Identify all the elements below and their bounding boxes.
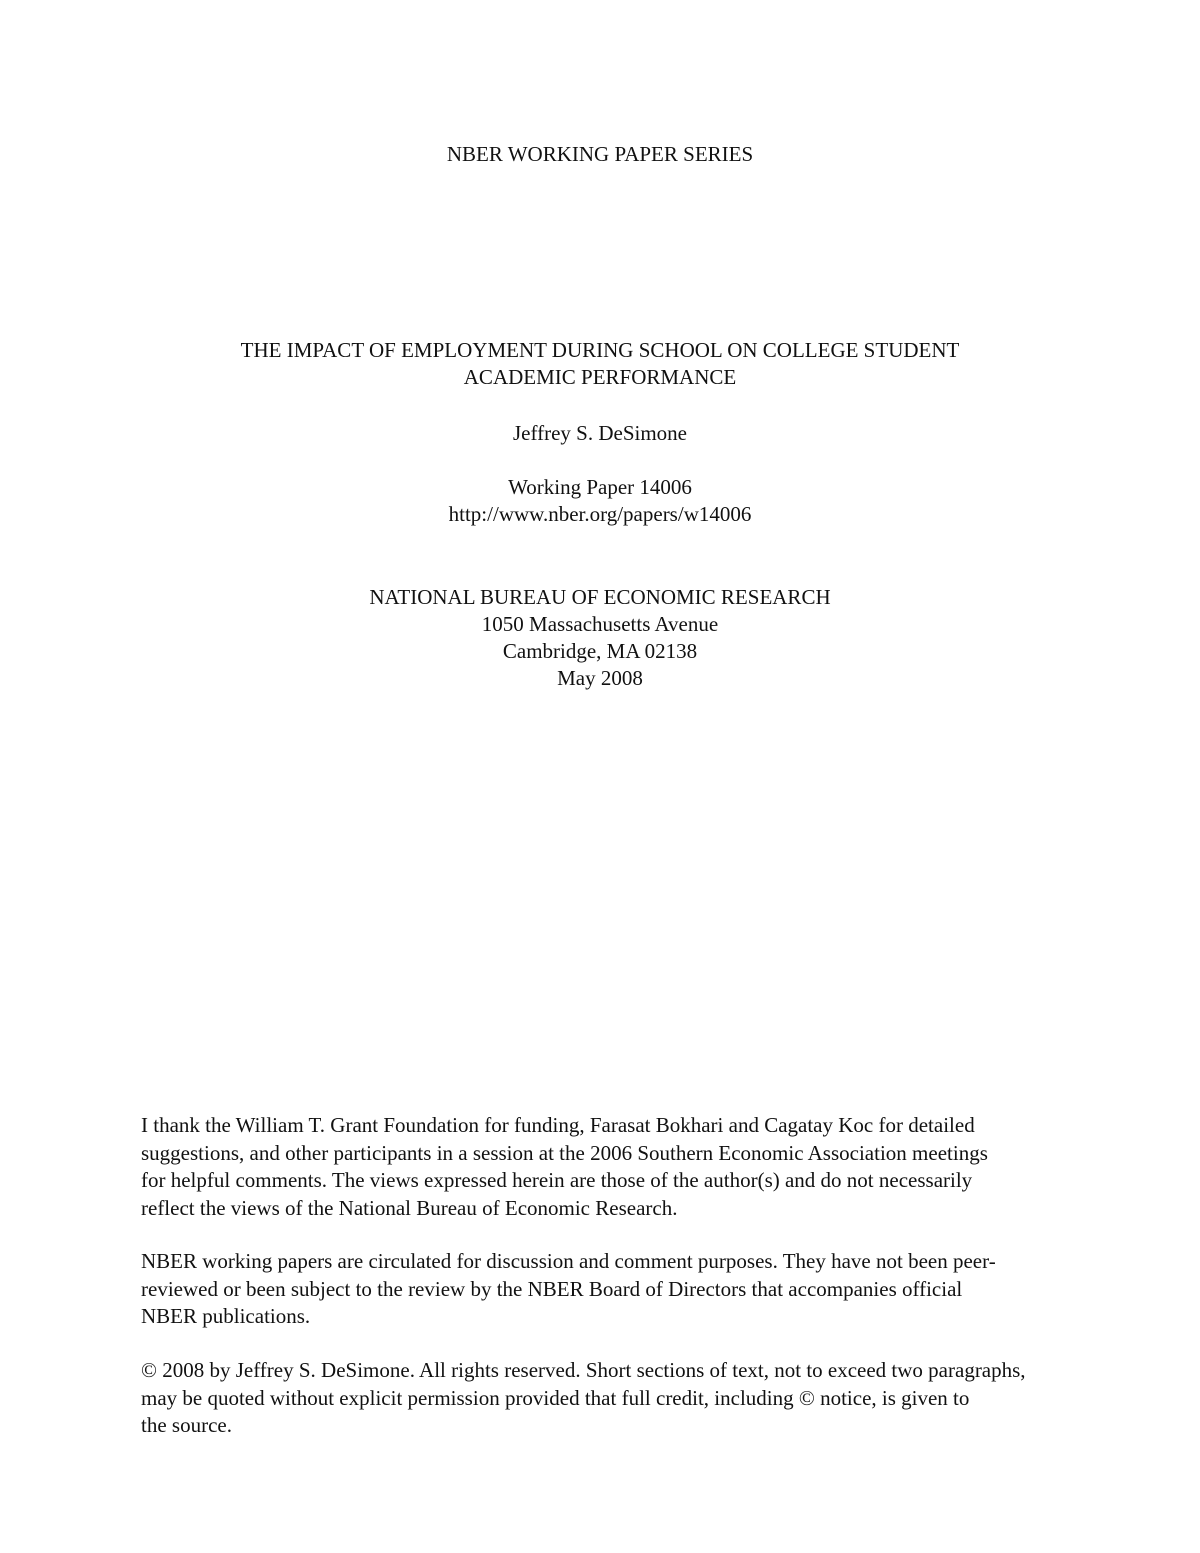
acknowledgment-line: for helpful comments. The views expressed herein are those of the author(s) and do not necessarily <box>141 1168 973 1192</box>
publisher-street: 1050 Massachusetts Avenue <box>481 612 719 636</box>
copyright-line: © 2008 by Jeffrey S. DeSimone. All rights reserved. Short sections of text, not to exceed two paragraphs, <box>141 1358 1026 1382</box>
author-name: Jeffrey S. DeSimone <box>513 421 687 445</box>
disclaimer-line: NBER publications. <box>141 1304 311 1328</box>
disclaimer-paragraph <box>141 1248 1063 1331</box>
publisher-city: Cambridge, MA 02138 <box>502 639 698 663</box>
acknowledgment-paragraph <box>141 1112 1063 1222</box>
disclaimer-line: NBER working papers are circulated for discussion and comment purposes. They have not been peer- <box>141 1249 996 1273</box>
copyright-paragraph <box>141 1357 1063 1440</box>
paper-title-line-2: ACADEMIC PERFORMANCE <box>463 365 737 389</box>
working-paper-number: Working Paper 14006 <box>508 475 692 499</box>
copyright-line: the source. <box>141 1413 232 1437</box>
paper-title-line-1: THE IMPACT OF EMPLOYMENT DURING SCHOOL ON COLLEGE STUDENT <box>240 338 960 362</box>
acknowledgment-line: suggestions, and other participants in a session at the 2006 Southern Economic Association meetings <box>141 1140 988 1165</box>
disclaimer-line: reviewed or been subject to the review by the NBER Board of Directors that accompanies official <box>141 1276 963 1301</box>
acknowledgment-line: I thank the William T. Grant Foundation for funding, Farasat Bokhari and Cagatay Koc for detailed <box>141 1113 975 1137</box>
series-header: NBER WORKING PAPER SERIES <box>446 142 754 166</box>
acknowledgment-line: reflect the views of the National Bureau of Economic Research. <box>141 1195 678 1220</box>
publication-date: May 2008 <box>557 666 643 690</box>
publisher-name: NATIONAL BUREAU OF ECONOMIC RESEARCH <box>369 585 831 609</box>
copyright-line: may be quoted without explicit permission provided that full credit, including © notice, is given to <box>141 1385 970 1410</box>
working-paper-url[interactable]: http://www.nber.org/papers/w14006 <box>448 502 752 526</box>
